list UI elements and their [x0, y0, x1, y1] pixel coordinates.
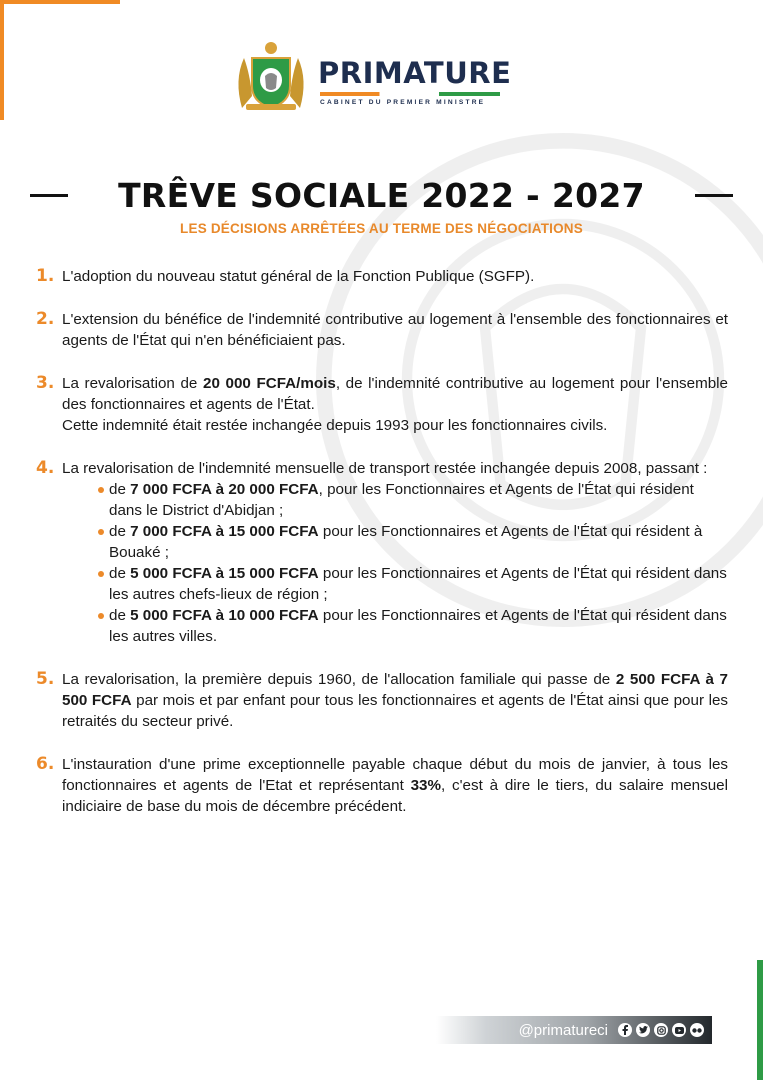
decision-item-5 [36, 669, 728, 732]
title-row [30, 170, 733, 220]
item-number: 6. [36, 754, 55, 774]
bullet-dot-icon [98, 529, 104, 535]
bullet-text: pour les Fonctionnaires et Agents de l'État qui résident dans les autres chefs-lieux de région ; [109, 565, 727, 603]
bullet-text: pour les Fonctionnaires et Agents de l'État qui résident dans les autres villes. [109, 607, 727, 645]
item-text: L'extension du bénéfice de l'indemnité contributive au logement à l'ensemble des fonctionnaires et agents de l'État qui n'en bénéficiaient pas. [62, 311, 728, 349]
bullet-amount: 5 000 FCFA à 15 000 FCFA [130, 565, 319, 582]
item-number: 5. [36, 669, 55, 689]
item-text: Cette indemnité était restée inchangée depuis 1993 pour les fonctionnaires civils. [62, 417, 608, 434]
bullet-amount: 7 000 FCFA à 15 000 FCFA [130, 523, 319, 540]
item-text: , c'est à dire le tiers, du salaire mensuel indiciaire de base du mois de décembre précédent. [62, 777, 728, 815]
decisions-list [36, 266, 728, 839]
bullet-item [98, 521, 728, 563]
corner-decoration-orange [0, 0, 120, 120]
item-amount: 2 500 FCFA à 7 500 FCFA [62, 671, 728, 709]
bullet-dot-icon [98, 487, 104, 493]
item-amount: 20 000 FCFA/mois [203, 375, 336, 392]
page-subtitle: LES DÉCISIONS ARRÊTÉES AU TERME DES NÉGOCIATIONS [180, 221, 583, 236]
item-text: La revalorisation de l'indemnité mensuelle de transport restée inchangée depuis 2008, passant : [62, 460, 708, 477]
bullet-item [98, 479, 728, 521]
flag-color-bar [320, 92, 500, 96]
bullet-item [98, 605, 728, 647]
item-number: 2. [36, 309, 55, 329]
youtube-icon[interactable] [672, 1023, 686, 1037]
bullet-amount: 7 000 FCFA à 20 000 FCFA [130, 481, 319, 498]
bullet-dot-icon [98, 613, 104, 619]
item-number: 4. [36, 458, 55, 478]
item-text: par mois et par enfant pour tous les fonctionnaires et agents de l'État ainsi que pour les retraités du secteur privé. [62, 692, 728, 730]
instagram-icon[interactable] [654, 1023, 668, 1037]
title-rule-right [695, 194, 733, 197]
item-number: 3. [36, 373, 55, 393]
item-text: , de l'indemnité contributive au logement pour l'ensemble des fonctionnaires et agents de l'État. [62, 375, 728, 413]
bullet-text: pour les Fonctionnaires et Agents de l'État qui résident à Bouaké ; [109, 523, 703, 561]
twitter-icon[interactable] [636, 1023, 650, 1037]
facebook-icon[interactable] [618, 1023, 632, 1037]
bullet-text: de [109, 607, 131, 624]
item-amount: 33% [410, 777, 442, 794]
item-text: L'adoption du nouveau statut général de la Fonction Publique (SGFP). [62, 268, 535, 285]
item-text: L'instauration d'une prime exceptionnelle payable chaque début du mois de janvier, à tous les fonctionnaires et agents de l'Etat et représentant [62, 756, 728, 794]
bullet-text: , pour les Fonctionnaires et Agents de l'État qui résident dans le District d'Abidjan ; [109, 481, 694, 519]
decision-item-3 [36, 373, 728, 436]
social-handle[interactable]: @primatureci [518, 1021, 608, 1039]
bullet-text: de [109, 565, 131, 582]
flickr-icon[interactable] [690, 1023, 704, 1037]
coat-of-arms-emblem [232, 40, 310, 112]
logo-subtitle: CABINET DU PREMIER MINISTRE [320, 99, 486, 106]
primature-logo [232, 40, 522, 112]
social-footer [436, 1016, 712, 1044]
item-number: 1. [36, 266, 55, 286]
corner-decoration-green [757, 960, 763, 1080]
decision-item-6 [36, 754, 728, 817]
bullet-dot-icon [98, 571, 104, 577]
decision-item-2 [36, 309, 728, 351]
bullet-amount: 5 000 FCFA à 10 000 FCFA [130, 607, 319, 624]
decision-item-4 [36, 458, 728, 647]
bullet-text: de [109, 481, 131, 498]
bullet-text: de [109, 523, 131, 540]
logo-title: PRIMATURE [318, 56, 512, 90]
page-title: TRÊVE SOCIALE 2022 - 2027 [118, 175, 645, 215]
item-text: La revalorisation, la première depuis 1960, de l'allocation familiale qui passe de [62, 671, 616, 688]
item-text: La revalorisation de [62, 375, 203, 392]
bullet-item [98, 563, 728, 605]
transport-bullets [62, 479, 728, 647]
decision-item-1 [36, 266, 728, 287]
title-rule-left [30, 194, 68, 197]
